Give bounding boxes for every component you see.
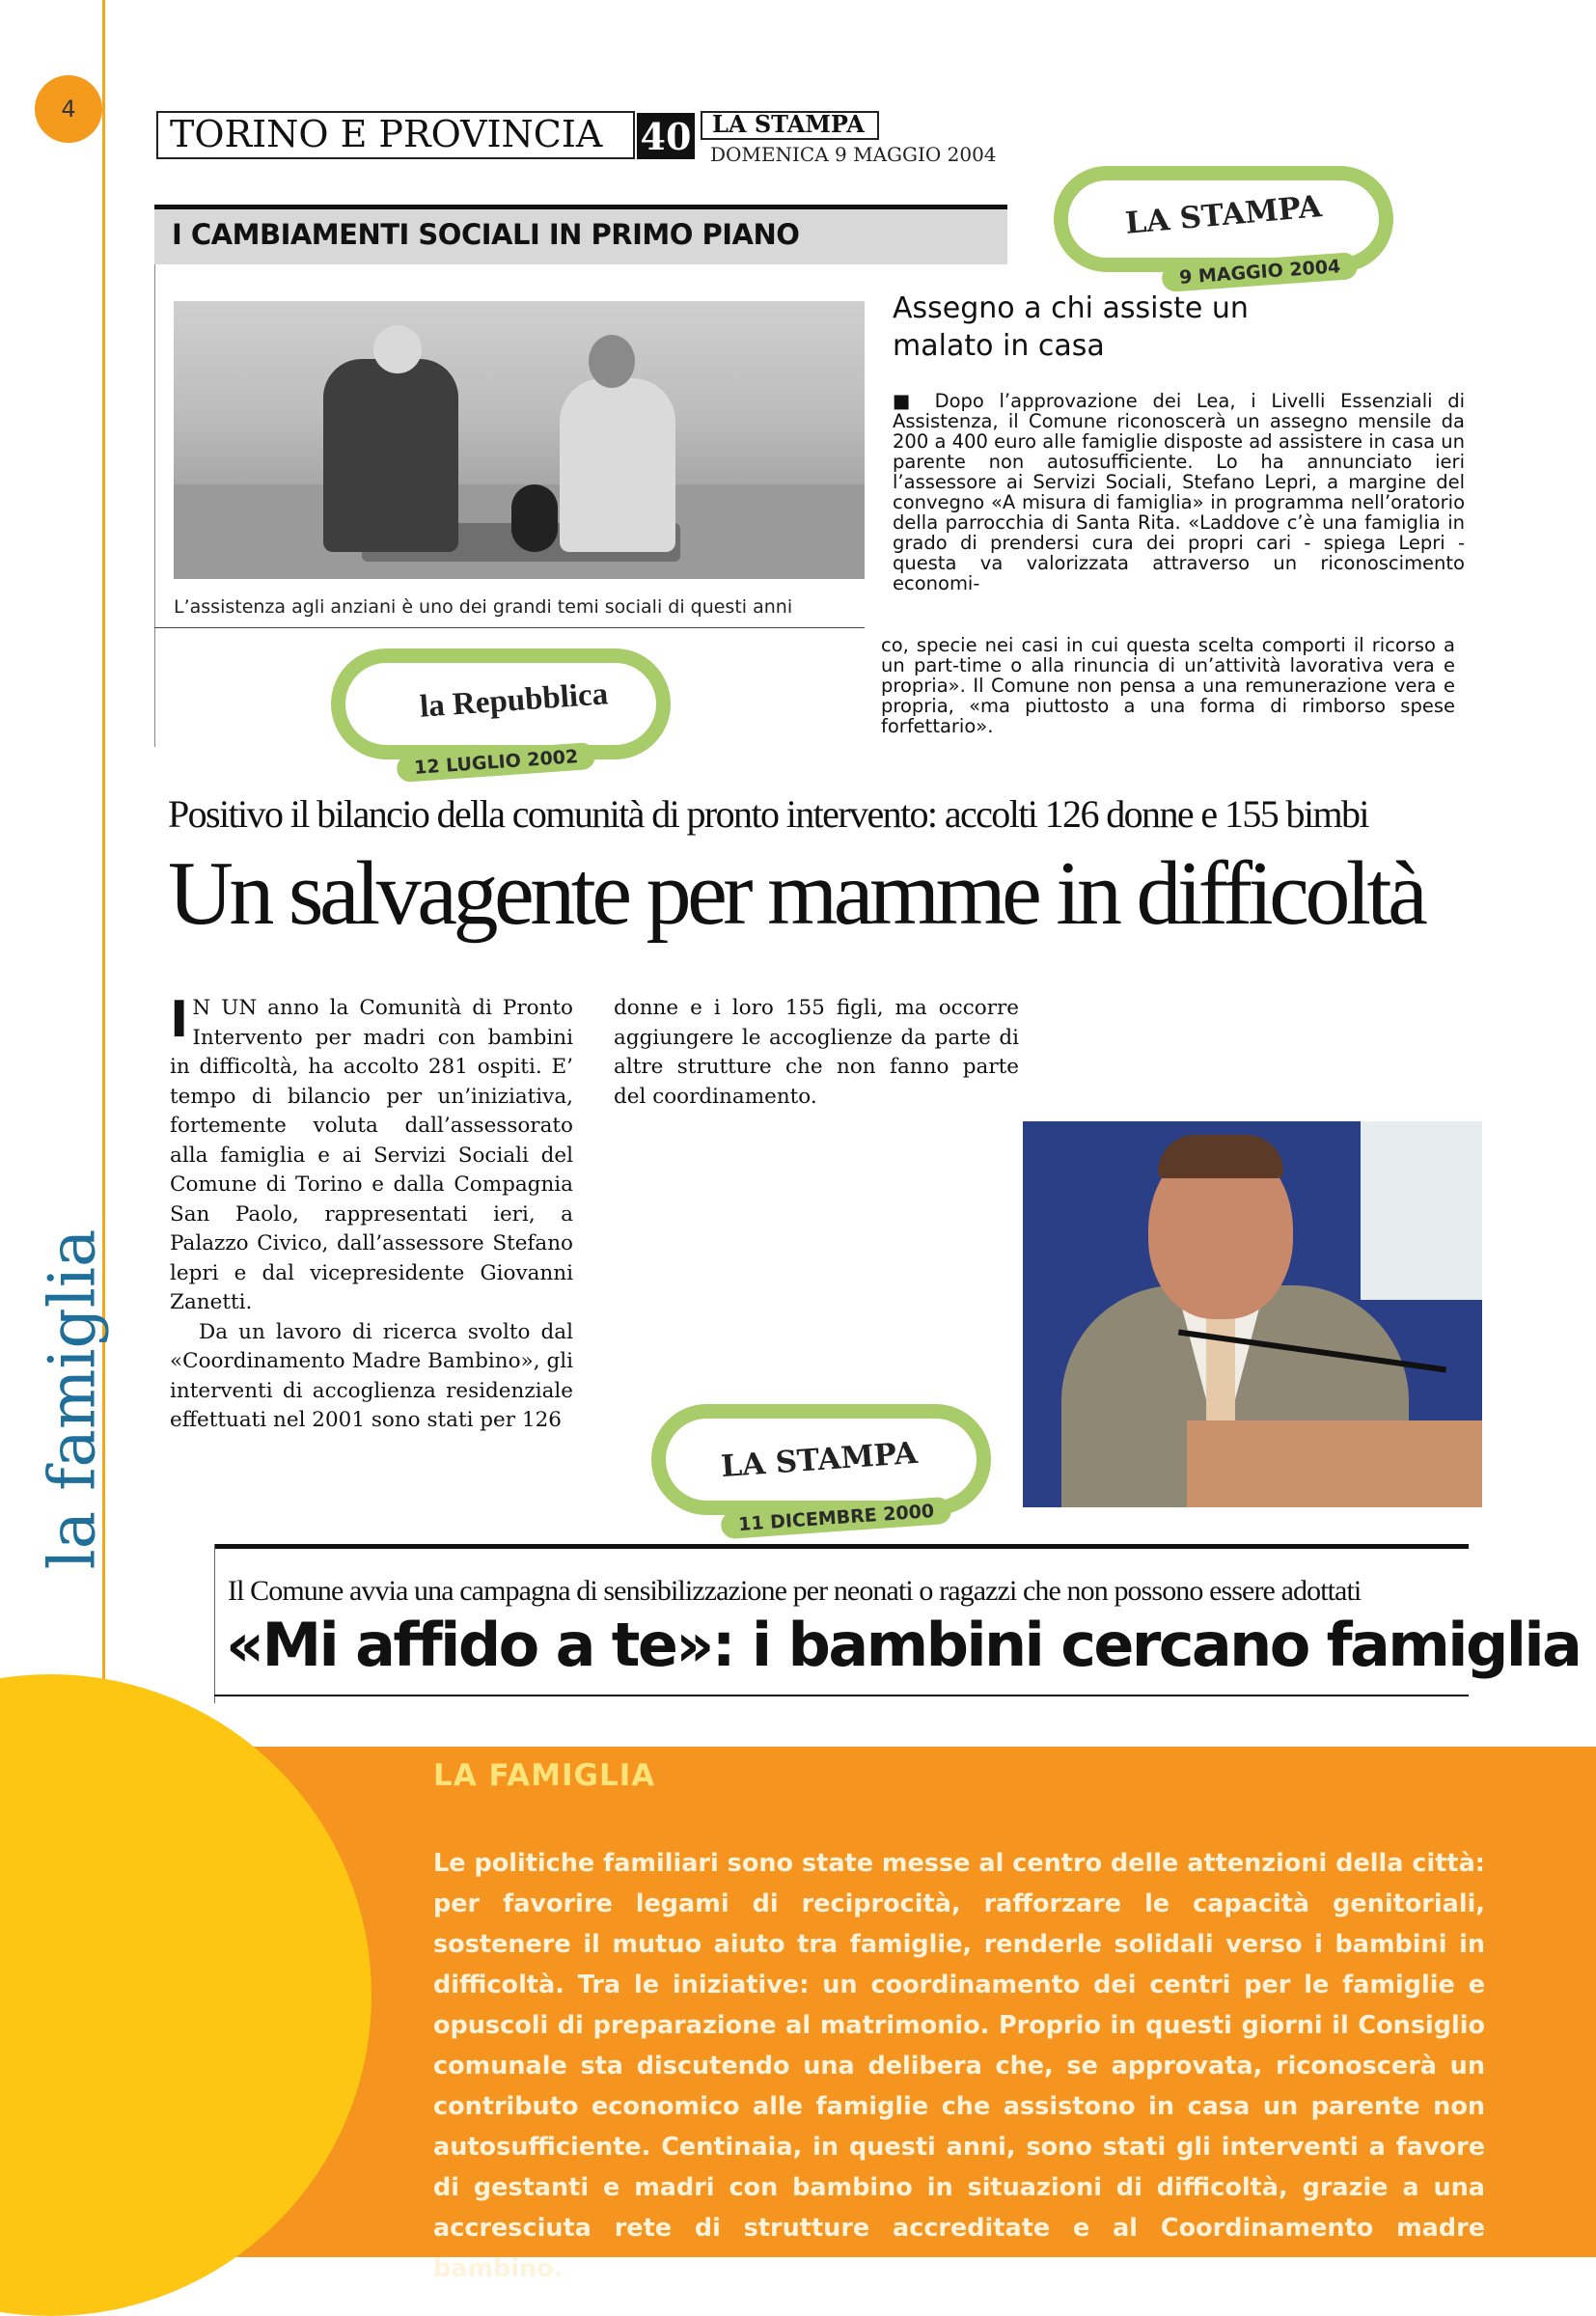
article-column-2: donne e i loro 155 figli, ma occorre aggiungere le accoglienze da parte di altre strutture che non fanno parte del coordinamento. xyxy=(614,996,1019,1109)
article-column-1 xyxy=(170,991,573,1436)
source-tag-name: LA STAMPA xyxy=(1123,189,1324,241)
side-title xyxy=(0,1197,145,1602)
source-tag-date: 12 LUGLIO 2002 xyxy=(396,742,596,783)
article-paragraph: N UN anno la Comunità di Pronto Intervento per madri con bambini in difficoltà, ha accolto 281 ospiti. E’ tempo di bilancio per un’iniziativa, fortemente voluta dall’assessorato alla famiglia e ai Servizi Sociali del Comune di Torino e dalla Compagnia San Paolo, rappresentati ieri, a Palazzo Civico, dall’assessore Stefano lepri e dal vicepresidente Giovanni Zanetti. xyxy=(170,996,573,1314)
speaker-photo xyxy=(1023,1121,1482,1507)
headline-rule-top xyxy=(214,1544,1469,1549)
header-paper: LA STAMPA xyxy=(712,110,865,138)
photo-caption: L’assistenza agli anziani è uno dei grandi temi sociali di questi anni xyxy=(174,596,793,618)
section-bar-text: I CAMBIAMENTI SOCIALI IN PRIMO PIANO xyxy=(172,218,800,251)
headline-rule-bottom xyxy=(214,1695,1469,1696)
side-title-text: la famiglia xyxy=(35,1228,110,1570)
article-body: ■ Dopo l’approvazione dei Lea, i Livelli Essenziali di Assistenza, il Comune riconoscerà un assegno mensile da 200 a 400 euro alle famiglie disposte ad assistere in casa un parente non autosufficiente. Lo ha annunciato ieri l’assessore ai Servizi Sociali, Stefano Lepri, a margine del convegno «A misura di famiglia» in programma nell’oratorio della parrocchia di Santa Rita. «Laddove c’è una famiglia in grado di prendersi cura dei propri cari - spiega Lepri - questa va valorizzata attraverso un riconoscimento economi- xyxy=(893,390,1465,594)
header-section: TORINO E PROVINCIA xyxy=(170,113,603,155)
drop-cap: I xyxy=(170,991,189,1049)
source-tag-name: la Repubblica xyxy=(418,676,610,725)
source-tag-repubblica-2002 xyxy=(331,648,678,784)
clipping-rule xyxy=(154,264,155,747)
header-page-number: 40 xyxy=(637,113,695,159)
headline-rule-left xyxy=(214,1544,215,1703)
article-headline: Un salvagente per mamme in difficoltà xyxy=(168,843,1424,944)
article-kicker: Positivo il bilancio della comunità di pronto intervento: accolti 126 donne e 155 bimbi xyxy=(168,792,1368,836)
summary-title: LA FAMIGLIA xyxy=(433,1758,656,1793)
source-tag-date: 11 DICEMBRE 2000 xyxy=(720,1497,952,1540)
article-body-continued: co, specie nei casi in cui questa scelta comporti il ricorso a un part-time o alla rinuncia di un’attività lavorativa vera e propria». Il Comune non pensa a una remunerazione vera e propria, «ma piuttosto a una forma di rimborso spese forfettario». xyxy=(881,634,1455,737)
source-tag-stampa-2004 xyxy=(1054,166,1401,291)
header-date: DOMENICA 9 MAGGIO 2004 xyxy=(710,143,997,166)
caption-rule xyxy=(154,627,865,628)
article-paragraph: Da un lavoro di ricerca svolto dal «Coordinamento Madre Bambino», gli interventi di accoglienza residenziale effettuati nel 2001 sono stati per 126 xyxy=(170,1319,573,1432)
source-tag-date: 9 MAGGIO 2004 xyxy=(1161,252,1359,292)
source-tag-name: LA STAMPA xyxy=(719,1435,919,1485)
elderly-couple-photo xyxy=(174,301,865,579)
article-kicker: Il Comune avvia una campagna di sensibilizzazione per neonati o ragazzi che non possono essere adottati xyxy=(228,1575,1362,1607)
summary-text: Le politiche familiari sono state messe al centro delle attenzioni della città: per favorire legami di reciprocità, rafforzare le capacità genitoriali, sostenere il mutuo aiuto tra famiglie, renderle solidali verso i bambini in difficoltà. Tra le iniziative: un coordinamento dei centri per le famiglie e opuscoli di preparazione al matrimonio. Proprio in questi giorni il Consiglio comunale sta discutendo una delibera che, se approvata, riconoscerà un contributo economico alle famiglie che assistono in casa un parente non autosufficiente. Centinaia, in questi anni, sono stati gli interventi a favore di gestanti e madri con bambino in situazioni di difficoltà, grazie a una accresciuta rete di strutture accreditate e al Coordinamento madre bambino. xyxy=(433,1849,1485,2283)
source-tag-stampa-2000 xyxy=(651,1404,999,1539)
page-number: 4 xyxy=(35,75,102,143)
article-title: Assegno a chi assiste un malato in casa xyxy=(893,291,1249,363)
article-headline: «Mi affido a te»: i bambini cercano famiglia xyxy=(226,1610,1581,1680)
